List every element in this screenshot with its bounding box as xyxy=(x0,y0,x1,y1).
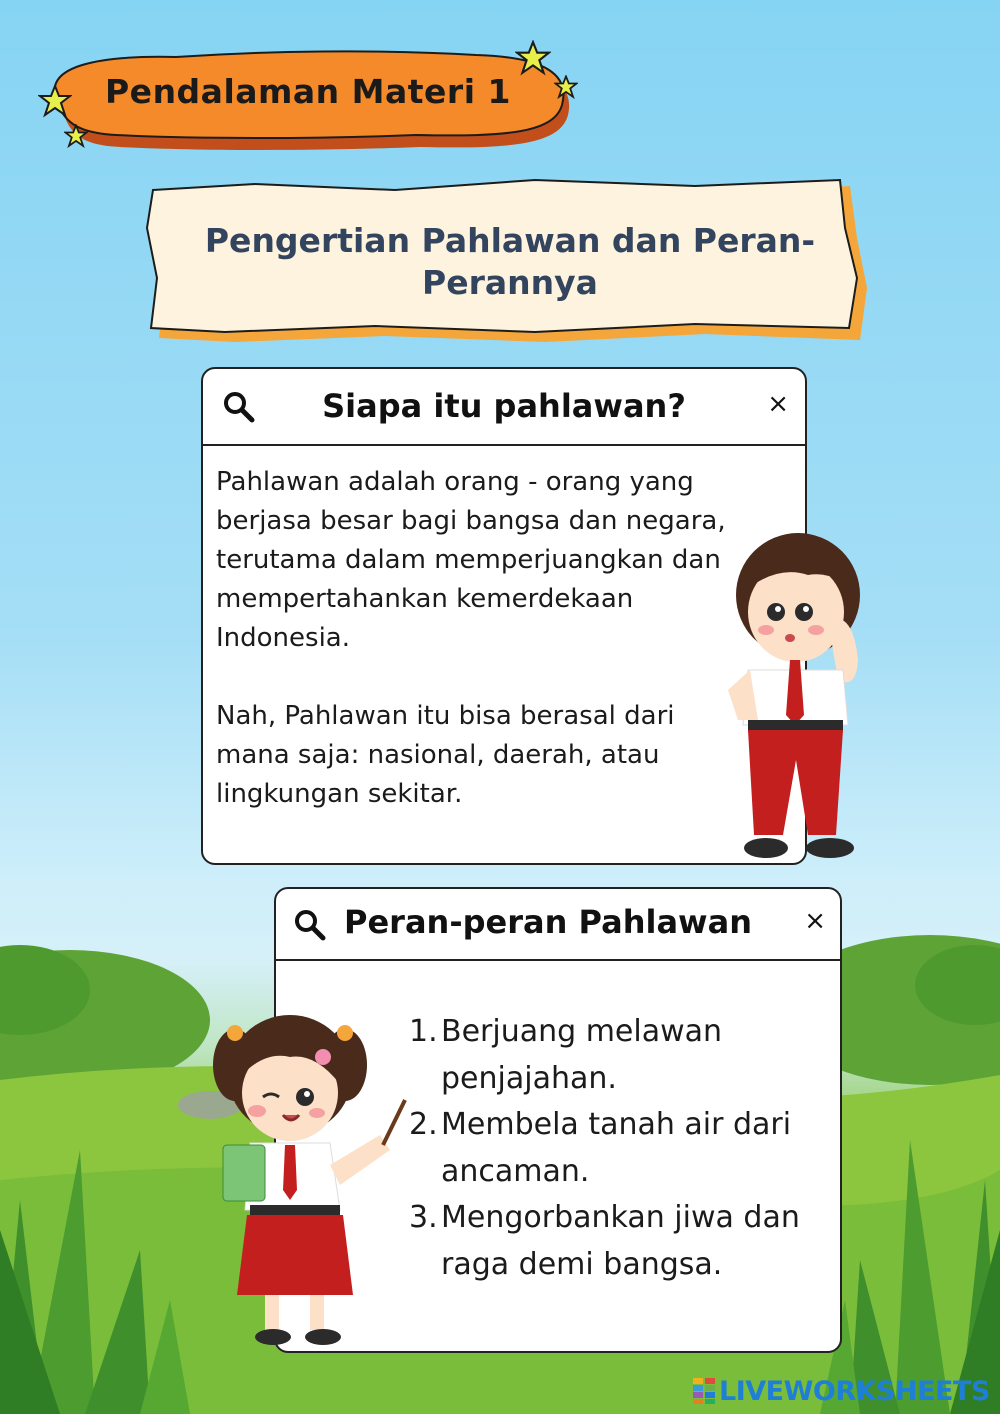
definition-paragraph: Pahlawan adalah orang - orang yang berjasa besar bagi bangsa dan negara, terutama dalam memperjuangkan dan mempertahankan kemerdekaan Indonesia. xyxy=(216,467,726,653)
definition-card-header xyxy=(203,369,805,446)
roles-card-title: Peran-peran Pahlawan xyxy=(344,903,752,941)
roles-card-header xyxy=(276,889,840,961)
roles-list xyxy=(409,1009,829,1288)
boy-illustration xyxy=(718,520,878,870)
section-badge-label: Pendalaman Materi 1 xyxy=(105,72,511,111)
star-icon xyxy=(64,124,88,148)
girl-illustration xyxy=(205,1005,415,1355)
origin-paragraph: Nah, Pahlawan itu bisa berasal dari mana saja: nasional, daerah, atau lingkungan sekitar. xyxy=(216,701,675,809)
search-icon[interactable] xyxy=(292,907,328,943)
list-item: 1. Berjuang melawan penjajahan. xyxy=(409,1014,723,1096)
definition-text xyxy=(216,463,746,814)
watermark-text: LIVEWORKSHEETS xyxy=(719,1375,990,1407)
list-item: 2. Membela tanah air dari ancaman. xyxy=(409,1107,792,1189)
star-icon xyxy=(515,40,551,76)
close-icon[interactable]: × xyxy=(767,389,789,419)
page-title: Pengertian Pahlawan dan Peran-Perannya xyxy=(204,221,816,302)
definition-card xyxy=(201,367,807,865)
star-icon xyxy=(38,84,72,118)
definition-card-title: Siapa itu pahlawan? xyxy=(322,387,686,425)
star-icon xyxy=(554,75,578,99)
liveworksheets-logo-icon xyxy=(693,1378,715,1404)
list-item: 3. Mengorbankan jiwa dan raga demi bangsa. xyxy=(409,1200,800,1282)
liveworksheets-watermark xyxy=(693,1374,990,1408)
close-icon[interactable]: × xyxy=(804,906,826,936)
